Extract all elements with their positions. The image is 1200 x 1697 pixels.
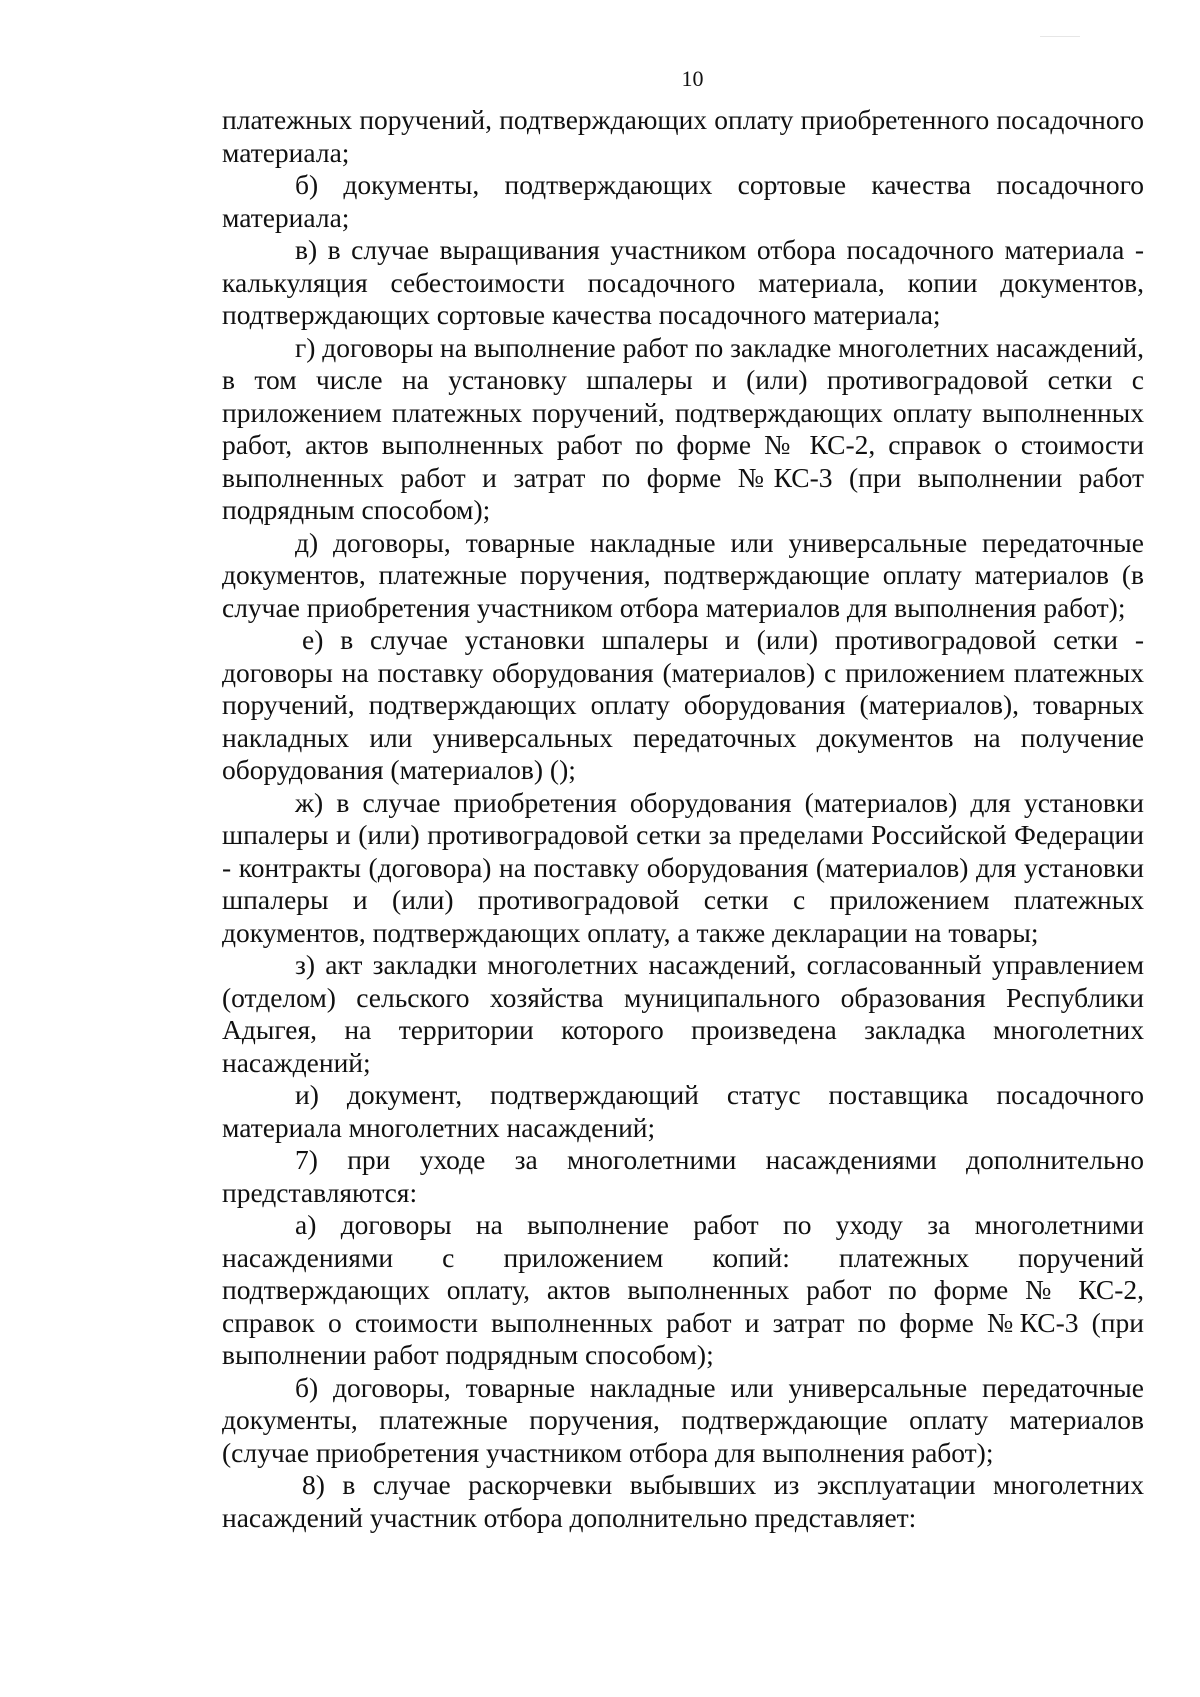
paragraph-item-7b: б) договоры, товарные накладные или универсальные передаточные документы, платежные поручения, подтверждающие оплату материалов (случае приобретения участником отбора для выполнения работ); xyxy=(222,1371,1144,1468)
document-body xyxy=(222,104,1144,1534)
page-number: 10 xyxy=(681,66,704,91)
paragraph-item-g: г) договоры на выполнение работ по закладке многолетних насаждений, в том числе на установку шпалеры и (или) противоградовой сетки с приложением платежных поручений, подтверждающих оплату выполненных работ, актов выполненных работ по форме № КС-2, справок о стоимости выполненных работ и затрат по форме №КС-3 (при выполнении работ подрядным способом); xyxy=(222,331,1144,525)
paragraph-item-z: з) акт закладки многолетних насаждений, согласованный управлением (отделом) сельского хозяйства муниципального образования Республики Адыгея, на территории которого произведена закладка многолетних насаждений; xyxy=(222,949,1144,1078)
paragraph-item-zh: ж) в случае приобретения оборудования (материалов) для установки шпалеры и (или) противоградовой сетки за пределами Российской Федерации - контракты (договора) на поставку оборудования (материалов) для установки шпалеры и (или) противоградовой сетки с приложением платежных документов, подтверждающих оплату, а также декларации на товары; xyxy=(222,786,1144,948)
paragraph-item-b: б) документы, подтверждающих сортовые качества посадочного материала; xyxy=(222,169,1144,233)
scan-artifact xyxy=(1040,36,1080,37)
paragraph-item-8: 8) в случае раскорчевки выбывших из эксплуатации многолетних насаждений участник отбора дополнительно представляет: xyxy=(222,1469,1144,1533)
paragraph-item-v: в) в случае выращивания участником отбора посадочного материала - калькуляция себестоимости посадочного материала, копии документов, подтверждающих сортовые качества посадочного материала; xyxy=(222,234,1144,330)
paragraph-item-7: 7) при уходе за многолетними насаждениями дополнительно представляются: xyxy=(222,1144,1144,1208)
paragraph-item-i: и) документ, подтверждающий статус поставщика посадочного материала многолетних насаждений; xyxy=(222,1079,1144,1143)
paragraph-continuation: платежных поручений, подтверждающих оплату приобретенного посадочного материала; xyxy=(222,104,1144,168)
paragraph-item-e: е) в случае установки шпалеры и (или) противоградовой сетки - договоры на поставку оборудования (материалов) с приложением платежных поручений, подтверждающих оплату оборудования (материалов), товарных накладных или универсальных передаточных документов на получение оборудования (материалов) (); xyxy=(222,624,1144,785)
paragraph-item-7a: а) договоры на выполнение работ по уходу за многолетними насаждениями с приложением копий: платежных поручений подтверждающих оплату, актов выполненных работ по форме № КС-2, справок о стоимости выполненных работ и затрат по форме №КС-3 (при выполнении работ подрядным способом); xyxy=(222,1209,1144,1370)
paragraph-item-d: д) договоры, товарные накладные или универсальные передаточные документов, платежные поручения, подтверждающие оплату материалов (в случае приобретения участником отбора материалов для выполнения работ); xyxy=(222,526,1144,623)
